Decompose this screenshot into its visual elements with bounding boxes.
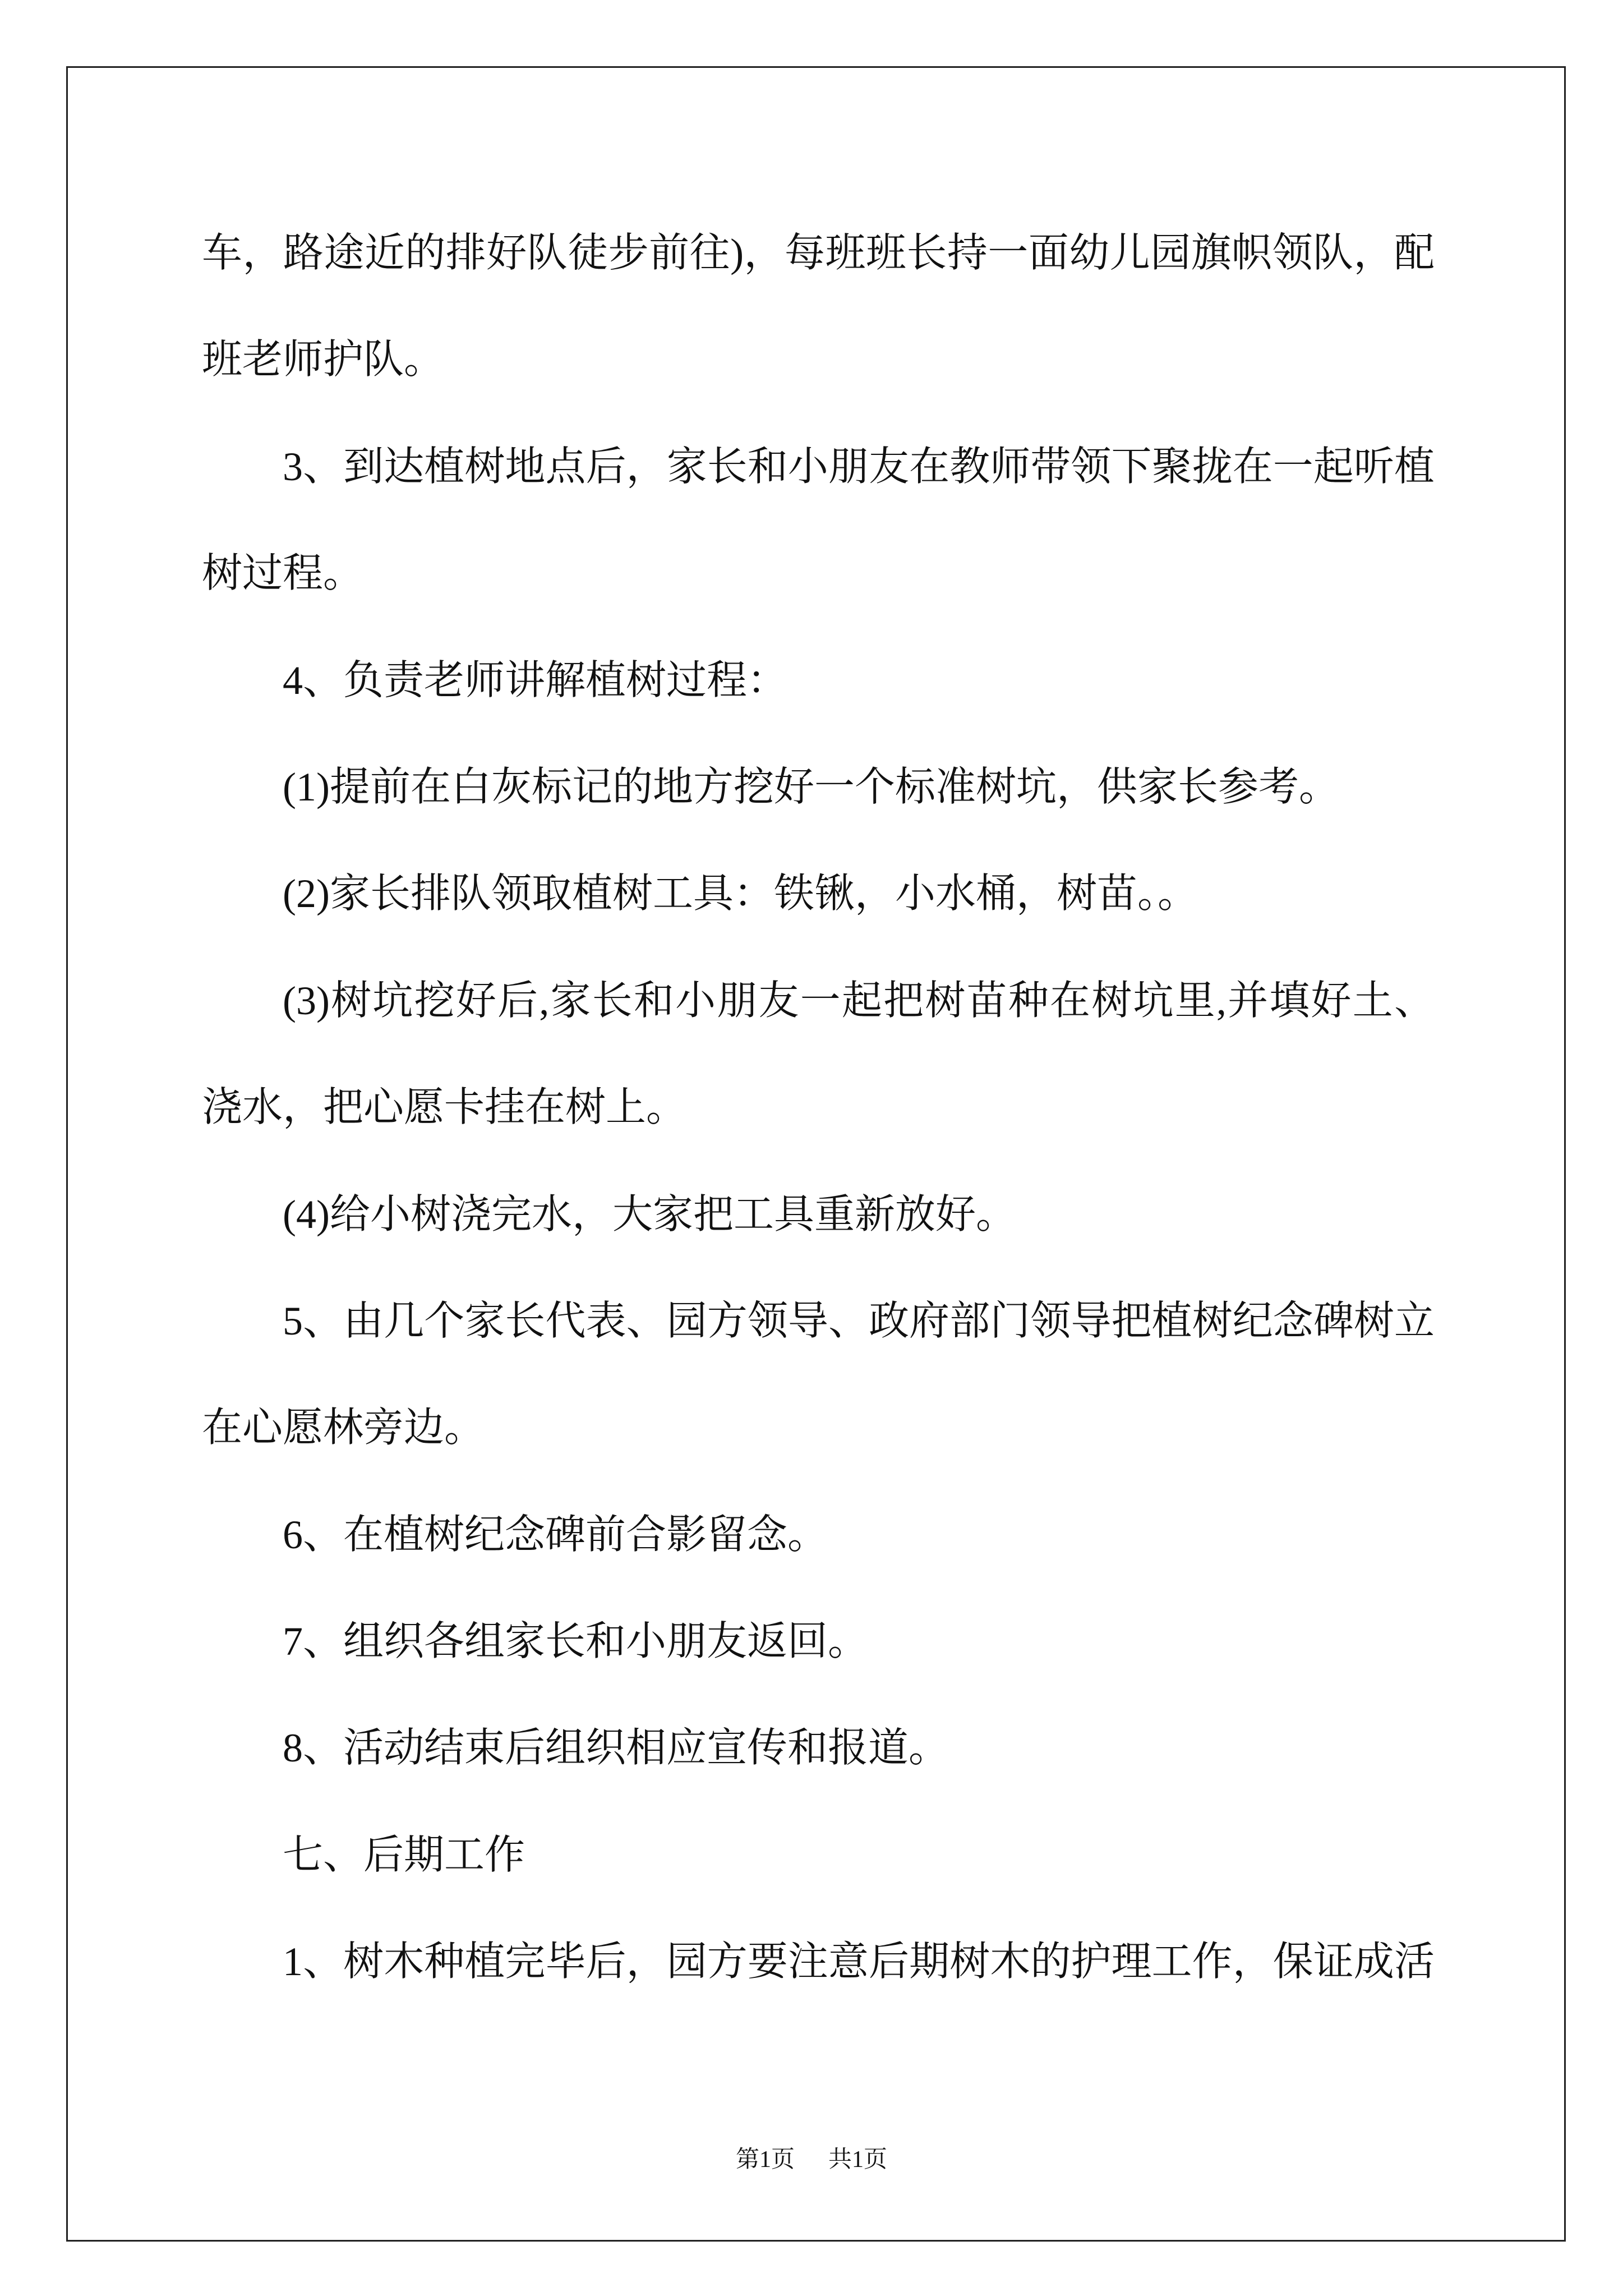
paragraph <box>202 840 1435 947</box>
text-line: (1)提前在白灰标记的地方挖好一个标准树坑，供家长参考。 <box>283 764 1339 809</box>
text-line: 7、组织各组家长和小朋友返回。 <box>283 1619 869 1664</box>
paragraph <box>202 1695 1435 1801</box>
text-line: (4)给小树浇完水，大家把工具重新放好。 <box>283 1191 1016 1237</box>
paragraph <box>202 734 1435 840</box>
text-line: 浇水，把心愿卡挂在树上。 <box>202 1085 687 1130</box>
paragraph <box>202 1481 1435 1588</box>
text-line: 1、树木种植完毕后，园方要注意后期树木的护理工作，保证成活 <box>283 1939 1435 1985</box>
paragraph <box>202 1908 1435 2015</box>
paragraph <box>202 947 1435 1161</box>
text-line: (2)家长排队领取植树工具：铁锹，小水桶，树苗。。 <box>283 871 1198 917</box>
page-number: 第1页 <box>735 2147 795 2173</box>
paragraph <box>202 413 1435 627</box>
document-body <box>202 200 1435 2016</box>
text-line: 4、负责老师讲解植树过程： <box>283 657 788 703</box>
text-line: 车，路途近的排好队徒步前往)，每班班长持一面幼儿园旗帜领队，配 <box>202 231 1435 275</box>
text-line: 6、在植树纪念碑前合影留念。 <box>283 1512 828 1557</box>
text-line: 树过程。 <box>202 551 364 596</box>
paragraph <box>202 200 1435 413</box>
section-heading <box>202 1802 1435 1908</box>
paragraph <box>202 1161 1435 1268</box>
paragraph <box>202 1268 1435 1481</box>
text-line: 班老师护队。 <box>202 337 445 383</box>
text-line: 七、后期工作 <box>283 1832 525 1878</box>
text-line: 3、到达植树地点后，家长和小朋友在教师带领下聚拢在一起听植 <box>283 444 1435 489</box>
text-line: 在心愿林旁边。 <box>202 1405 485 1451</box>
text-line: (3)树坑挖好后,家长和小朋友一起把树苗种在树坑里,并填好土、 <box>283 978 1435 1023</box>
paragraph <box>202 627 1435 734</box>
paragraph <box>202 1588 1435 1695</box>
text-line: 8、活动结束后组织相应宣传和报道。 <box>283 1726 949 1771</box>
page-footer <box>0 2144 1623 2175</box>
text-line: 5、由几个家长代表、园方领导、政府部门领导把植树纪念碑树立 <box>283 1298 1435 1343</box>
page-total: 共1页 <box>828 2147 888 2173</box>
